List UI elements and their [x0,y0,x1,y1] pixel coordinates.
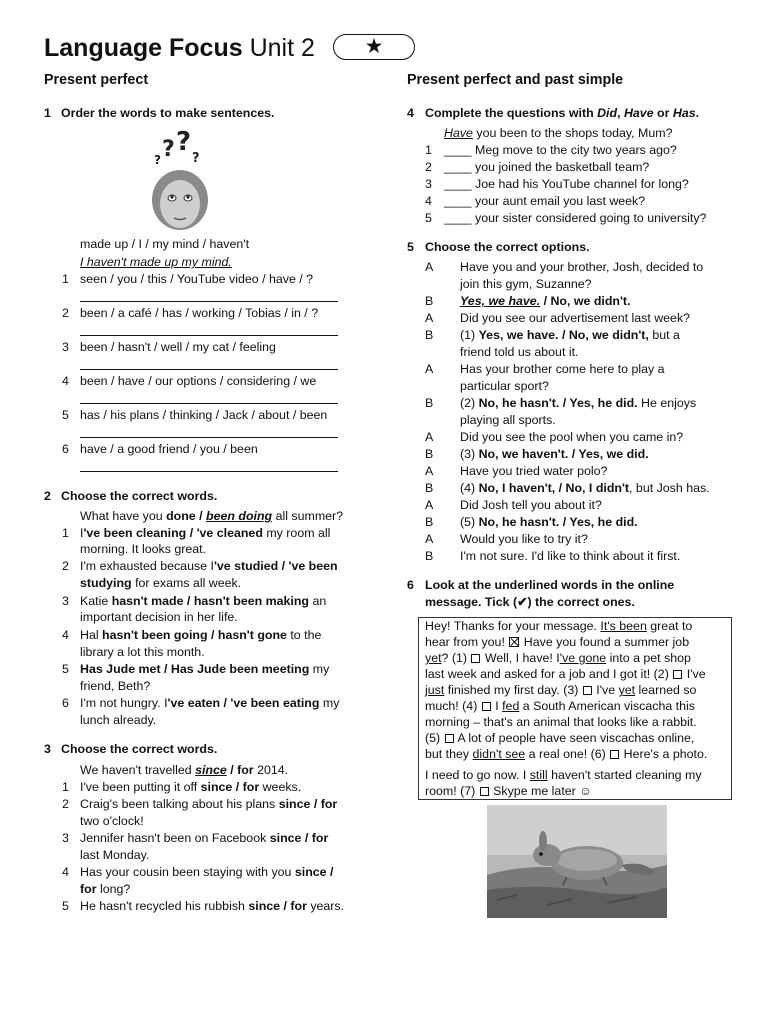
message-text: Hey! Thanks for your message. [425,619,601,633]
dialogue-line: Did you see the pool when you came in? [460,430,684,444]
underlined-phrase: yet [425,651,442,665]
ex3-item [80,864,333,880]
options[interactable]: studying [80,576,132,590]
answer-line[interactable] [80,403,338,404]
underlined-phrase: yet [618,683,636,697]
message-text: (5) [425,731,444,745]
instruction-text: or [653,106,673,120]
ex1-item-number: 3 [62,340,69,354]
item-text: you joined the basketball team? [475,160,650,174]
underlined-phrase: just [425,683,445,697]
ex3-item [80,898,344,914]
example-text: We haven't travelled [80,763,196,777]
message-text: Have you found a summer job [520,635,690,649]
speaker-label: B [425,294,434,308]
ex3-item-number: 5 [62,899,69,913]
item-text: my room all [262,526,331,540]
item-number: (5) [460,515,479,529]
checkbox-3[interactable] [583,686,592,695]
example-text: 2014. [253,763,289,777]
ex3-item-cont: last Monday. [80,848,150,862]
ex6-instruction: Look at the underlined words in the online [425,578,675,592]
title-unit: Unit 2 [249,34,315,62]
item-text: your aunt email you last week? [475,194,646,208]
dialogue-line: friend told us about it. [460,345,579,359]
ex2-item-cont: library a lot this month. [80,645,205,659]
dialogue-line: particular sport? [460,379,549,393]
ex2-item-cont: morning. It looks great. [80,542,207,556]
ex2-item-number: 6 [62,696,69,710]
word-option: Did [597,106,618,120]
ex1-item-text: been / a café / has / working / Tobias / in / ? [80,306,319,320]
message-line [425,634,689,650]
ex4-number: 4 [407,106,414,120]
message-line [425,698,695,714]
speaker-label: B [425,447,434,461]
ex1-item-number: 6 [62,442,69,456]
dialogue-line: playing all sports. [460,413,556,427]
thinking-person-illustration [146,130,216,230]
dialogue-line: Would you like to try it? [460,532,588,546]
underlined-phrase: 've gone [559,651,607,665]
speaker-label: B [425,328,434,342]
options[interactable]: hasn't made / hasn't been making [111,594,309,608]
blank-field[interactable]: ____ [444,177,472,191]
speaker-label: A [425,498,434,512]
ex3-item [80,830,328,846]
example-text: you been to the shops today, Mum? [472,126,673,140]
item-text: I'm not hungry. I [80,696,168,710]
speaker-label: B [425,549,434,563]
ex4-instruction [425,105,699,121]
ex4-item-number: 2 [425,160,432,174]
item-text: Craig's been talking about his plans [80,797,279,811]
message-line [425,682,696,698]
option[interactable]: for [237,763,254,777]
answer-line[interactable] [80,335,338,336]
ex2-item [80,558,338,574]
ex3-number: 3 [44,742,51,756]
correct-option[interactable]: Yes, we have. [460,294,541,308]
checkbox-6[interactable] [610,750,619,759]
ex3-item [80,796,337,812]
ex2-item-number: 1 [62,526,69,540]
message-text: ? (1) [441,651,471,665]
ex3-instruction: Choose the correct words. [61,742,218,756]
example-text: What have you [80,509,167,523]
underlined-phrase: It's been [600,619,647,633]
blank-field[interactable]: ____ [444,194,472,208]
message-text: I've [592,683,619,697]
message-text: a South American viscacha this [519,699,695,713]
ex4-item [444,210,706,226]
item-text: my [309,662,330,676]
dialogue-line: I'm not sure. I'd like to think about it first. [460,549,681,563]
message-text: A lot of people have seen viscachas online, [454,731,695,745]
ex1-example-prompt: made up / I / my mind / haven't [80,237,250,251]
ex6-number: 6 [407,578,414,592]
ex3-item-number: 1 [62,780,69,794]
options[interactable]: Has Jude met / Has Jude been meeting [80,662,310,676]
instruction-text: message. Tick ( [425,595,518,609]
ex2-item [80,627,321,643]
instruction-text: . [695,106,700,120]
ex6-instruction-cont [425,594,635,610]
ex2-item-cont: important decision in her life. [80,610,238,624]
answer-line[interactable] [80,471,338,472]
message-text: learned so [635,683,697,697]
example-text: all summer? [272,509,344,523]
options[interactable]: Yes, we have. / No, we didn't, [478,328,649,342]
checked-box-icon[interactable] [509,637,519,647]
blank-field[interactable]: ____ [444,160,472,174]
message-line [425,650,691,666]
dialogue-text: He enjoys [637,396,697,410]
speaker-label: A [425,430,434,444]
item-text: weeks. [259,780,302,794]
underlined-phrase: fed [502,699,520,713]
speaker-label: A [425,464,434,478]
checkbox-7[interactable] [480,787,489,796]
message-text: last week and asked for a job and I got it! (2) [425,667,673,681]
ex4-item-number: 5 [425,211,432,225]
speaker-label: A [425,311,434,325]
item-text: Katie [80,594,112,608]
smiley-icon: ☺ [579,784,592,798]
dialogue-line: Has your brother come here to play a [460,362,665,376]
checkbox-4[interactable] [482,702,491,711]
separator: / [195,509,207,523]
word-option: Have [623,106,654,120]
item-text: I'm exhausted because I [80,559,214,573]
ex2-item [80,661,329,677]
message-line [425,746,707,762]
item-text: years. [306,899,345,913]
svg-text:?: ? [192,151,200,166]
svg-text:?: ? [162,137,175,162]
ex5-number: 5 [407,240,414,254]
instruction-text: Complete the questions with [425,106,598,120]
separator: / [226,763,238,777]
star-icon: ★ [364,35,384,58]
ex4-item [444,193,645,209]
ex4-example [444,125,672,141]
dialogue-line [460,395,696,411]
ex2-item-cont [80,575,241,591]
dialogue-line: Did you see our advertisement last week? [460,311,691,325]
dialogue-line: Have you tried water polo? [460,464,608,478]
item-text: I [80,526,84,540]
dialogue-line [460,446,649,462]
message-text: hear from you! [425,635,509,649]
speaker-label: A [425,260,434,274]
ex1-item-number: 2 [62,306,69,320]
message-text: a real one! (6) [525,747,610,761]
ex4-item-number: 1 [425,143,432,157]
word-option: Has [672,106,696,120]
blank-field[interactable]: ____ [444,143,472,157]
ex4-item-number: 3 [425,177,432,191]
options[interactable]: 've eaten / 've been eating [167,696,320,710]
ex2-item-cont: lunch already. [80,713,157,727]
dialogue-line: join this gym, Suzanne? [460,277,592,291]
options[interactable]: since / for [278,797,338,811]
options[interactable]: No, we haven't. / Yes, we did. [478,447,649,461]
answer-line[interactable] [80,301,338,302]
tick-icon: ✔ [517,595,528,609]
options[interactable]: No, he hasn't. / Yes, he did. [478,396,638,410]
answer-line[interactable] [80,437,338,438]
options[interactable]: since / for [200,780,260,794]
ex2-item-number: 5 [62,662,69,676]
item-text: to the [286,628,322,642]
ex3-example [80,762,288,778]
ex3-item-number: 4 [62,865,69,879]
underlined-phrase: still [529,768,548,782]
svg-text:?: ? [154,153,161,167]
message-text: Skype me later [489,784,580,798]
correct-option[interactable]: been doing [206,509,273,523]
ex1-item-number: 4 [62,374,69,388]
page-title [44,33,315,63]
item-text: Joe had his YouTube channel for long? [475,177,689,191]
message-line [425,767,702,783]
message-text: great to [646,619,693,633]
ex2-item-cont: friend, Beth? [80,679,151,693]
item-text: Hal [80,628,103,642]
example-answer: Have [444,126,473,140]
message-text: I [491,699,503,713]
message-line [425,783,592,799]
option[interactable]: / No, we didn't. [540,294,631,308]
instruction-text: ) the correct ones. [527,595,635,609]
message-line [425,618,692,634]
item-number: (1) [460,328,479,342]
dialogue-line: Have you and your brother, Josh, decided to [460,260,704,274]
item-text: Has your cousin been staying with you [80,865,295,879]
options[interactable]: since / for [269,831,329,845]
checkbox-1[interactable] [471,654,480,663]
message-text: Here's a photo. [620,747,708,761]
answer-line[interactable] [80,369,338,370]
ex4-item-number: 4 [425,194,432,208]
message-text: Well, I have! I [481,651,560,665]
item-text: Meg move to the city two years ago? [475,143,677,157]
item-number: (4) [460,481,479,495]
ex2-number: 2 [44,489,51,503]
right-section-heading: Present perfect and past simple [407,72,624,88]
option[interactable]: done [166,509,196,523]
ex2-item [80,695,339,711]
ex4-item [444,142,677,158]
dialogue-line: Did Josh tell you about it? [460,498,602,512]
item-text: an [309,594,327,608]
speaker-label: A [425,532,434,546]
ex2-item-number: 2 [62,559,69,573]
options[interactable]: 've studied / 've been [213,559,338,573]
options[interactable]: since / [294,865,334,879]
dialogue-line [460,293,631,309]
ex1-instruction: Order the words to make sentences. [61,106,275,120]
message-text: much! (4) [425,699,481,713]
speaker-label: B [425,515,434,529]
speaker-label: B [425,396,434,410]
ex1-item-text: has / his plans / thinking / Jack / about / been [80,408,328,422]
svg-text:?: ? [176,130,192,157]
ex3-item [80,779,301,795]
message-line [425,666,706,682]
item-text: long? [96,882,131,896]
item-text: Jennifer hasn't been on Facebook [80,831,270,845]
ex2-item [80,593,326,609]
ex2-item-number: 3 [62,594,69,608]
message-text: haven't started cleaning my [547,768,702,782]
checkbox-5[interactable] [445,734,454,743]
options[interactable]: hasn't been going / hasn't gone [102,628,287,642]
options[interactable]: No, he hasn't. / Yes, he did. [478,515,638,529]
item-text: my [319,696,340,710]
message-text: I've [683,667,706,681]
viscacha-photo [487,805,667,918]
ex2-item [80,525,330,541]
ex4-item [444,176,689,192]
speaker-label: B [425,481,434,495]
checkbox-2[interactable] [673,670,682,679]
item-text: your sister considered going to university? [475,211,707,225]
ex1-item-number: 1 [62,272,69,286]
item-text: I've been putting it off [80,780,201,794]
options[interactable]: since / for [248,899,307,913]
message-text: finished my first day. (3) [444,683,582,697]
underlined-phrase: didn't see [472,747,526,761]
ex1-number: 1 [44,106,51,120]
title-bold: Language Focus [44,34,243,62]
blank-field[interactable]: ____ [444,211,472,225]
message-text: room! (7) [425,784,479,798]
dialogue-line [460,327,680,343]
message-line: morning – that's an animal that looks like a rabbit. [425,715,697,729]
ex1-item-text: seen / you / this / YouTube video / have / ? [80,272,314,286]
item-text: He hasn't recycled his rubbish [80,899,249,913]
dialogue-text: , but Josh has. [629,481,710,495]
message-text: I need to go now. I [425,768,530,782]
ex3-item-cont [80,881,130,897]
ex1-item-number: 5 [62,408,69,422]
item-number: (2) [460,396,479,410]
ex2-item-number: 4 [62,628,69,642]
ex3-item-cont: two o'clock! [80,814,144,828]
ex1-item-text: have / a good friend / you / been [80,442,258,456]
ex5-instruction: Choose the correct options. [425,240,590,254]
dialogue-line [460,480,710,496]
options[interactable]: 've been cleaning / 've cleaned [83,526,263,540]
speaker-label: A [425,362,434,376]
item-number: (3) [460,447,479,461]
ex1-item-text: been / hasn't / well / my cat / feeling [80,340,276,354]
message-text: into a pet shop [606,651,691,665]
ex4-item [444,159,649,175]
message-line [425,730,694,746]
item-text: for exams all week. [131,576,242,590]
ex2-example [80,508,343,524]
ex1-item-text: been / have / our options / considering / we [80,374,317,388]
difficulty-star-badge [333,34,415,60]
instruction-text: , [617,106,624,120]
dialogue-text: but a [648,328,680,342]
ex3-item-number: 3 [62,831,69,845]
ex2-instruction: Choose the correct words. [61,489,218,503]
options[interactable]: No, I haven't, / No, I didn't [478,481,630,495]
dialogue-line [460,514,638,530]
message-text: but they [425,747,473,761]
ex3-item-number: 2 [62,797,69,811]
left-section-heading: Present perfect [44,72,149,88]
ex1-example-answer: I haven't made up my mind. [80,255,232,269]
options[interactable]: for [80,882,97,896]
correct-option[interactable]: since [195,763,227,777]
